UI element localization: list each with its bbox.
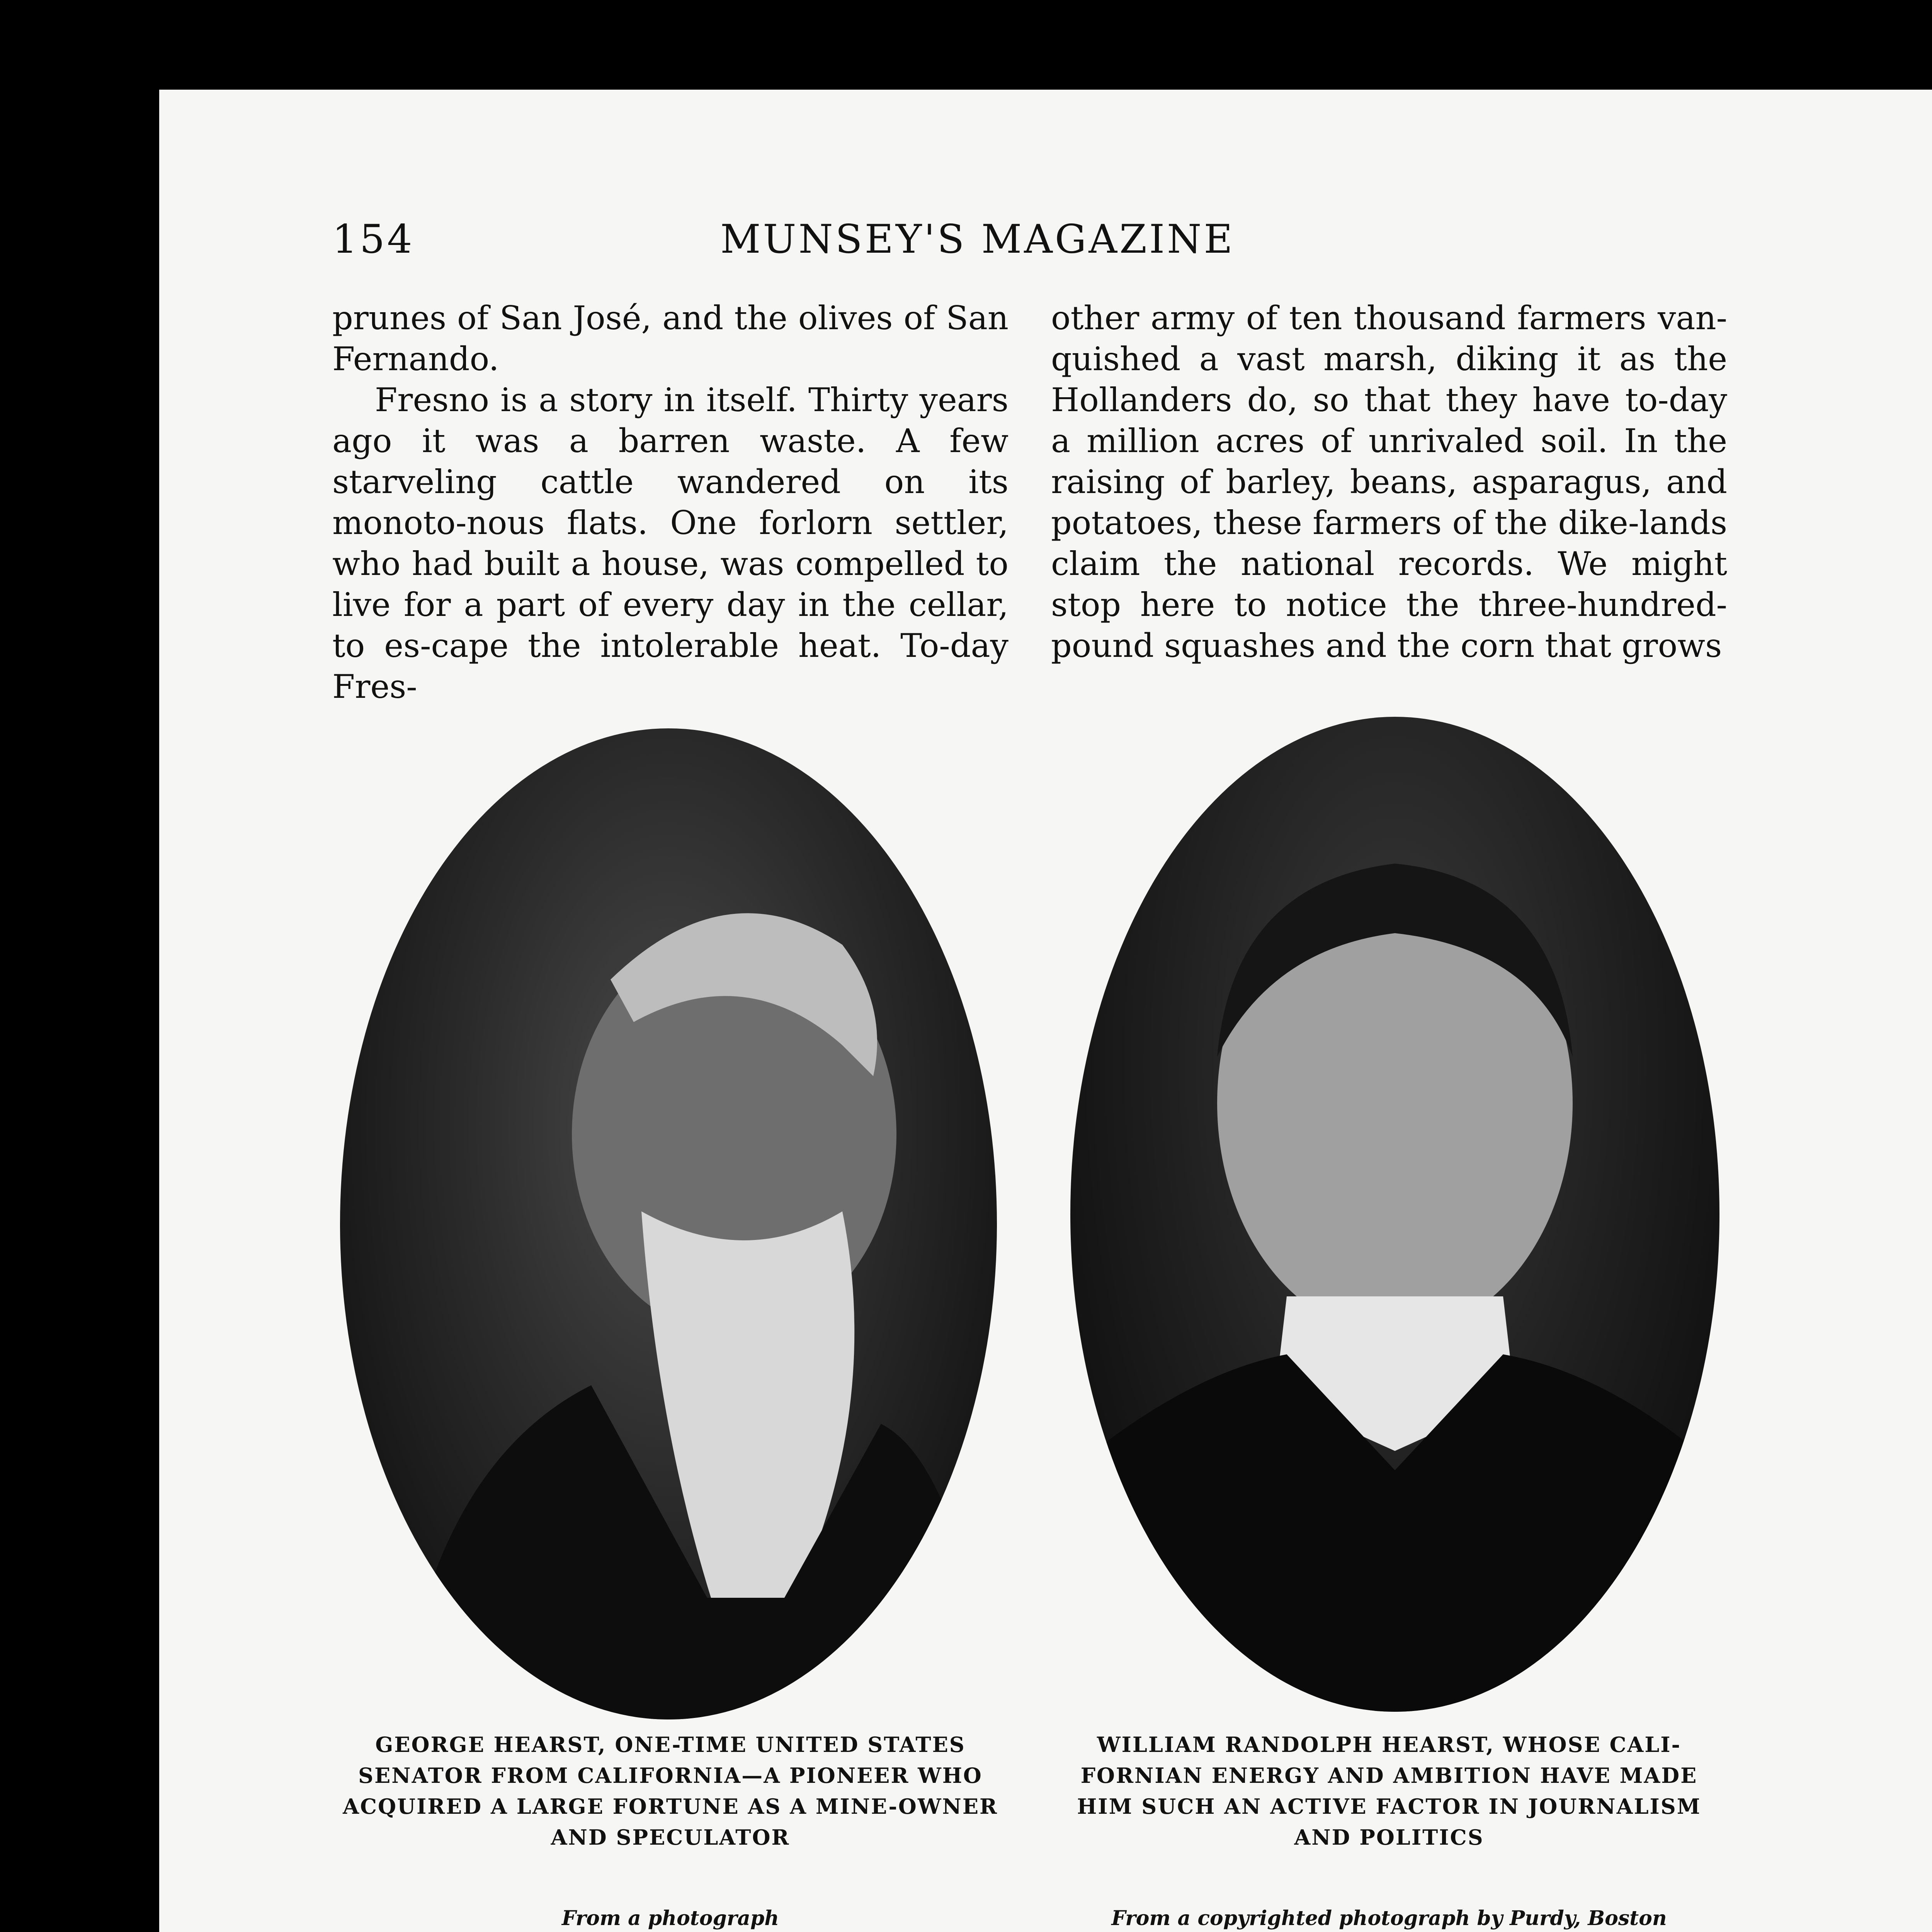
text-column-right-top <box>1051 298 1727 684</box>
portrait-george-hearst-image <box>340 728 997 1719</box>
text-column-left-top <box>332 298 1009 706</box>
paragraph: prunes of San José, and the olives of San Fernando. <box>332 299 1009 378</box>
portrait-william-randolph-hearst <box>1070 717 1719 1712</box>
portrait-william-randolph-hearst-image <box>1070 717 1719 1712</box>
page-number: 154 <box>332 216 415 262</box>
paragraph: Fresno is a story in itself. Thirty years ago it was a barren waste. A few starveling cattle wandered on its monoto-nous flats. One forlorn settler, who had built a house, was compelled to live for a part of every day in the cellar, to es-cape the intolerable heat. To-day Fres- <box>332 381 1009 706</box>
photo-credit-william: From a copyrighted photograph by Purdy, Boston <box>1111 1906 1667 1930</box>
portrait-george-hearst <box>340 728 997 1719</box>
caption-william-randolph-hearst: WILLIAM RANDOLPH HEARST, WHOSE CALI-FORNIAN ENERGY AND AMBITION HAVE MADE HIM SUCH AN ACTIVE FACTOR IN JOURNALISM AND POLITICS <box>1077 1732 1701 1850</box>
photo-credit-george: From a photograph <box>561 1906 779 1930</box>
magazine-title: MUNSEY'S MAGAZINE <box>720 216 1235 262</box>
paragraph: other army of ten thousand farmers van-quished a vast marsh, diking it as the Hollanders do, so that they have to-day a million acres of unrivaled soil. In the raising of barley, beans, asparagus, and potatoes, these farmers of the dike-lands claim the national records. We might stop here to notice the three-hundred-pound squashes and the corn that grows <box>1051 299 1727 665</box>
caption-george-hearst: GEORGE HEARST, ONE-TIME UNITED STATES SENATOR FROM CALIFORNIA—A PIONEER WHO ACQUIRED A LARGE FORTUNE AS A MINE-OWNER AND SPECULATOR <box>343 1732 998 1850</box>
